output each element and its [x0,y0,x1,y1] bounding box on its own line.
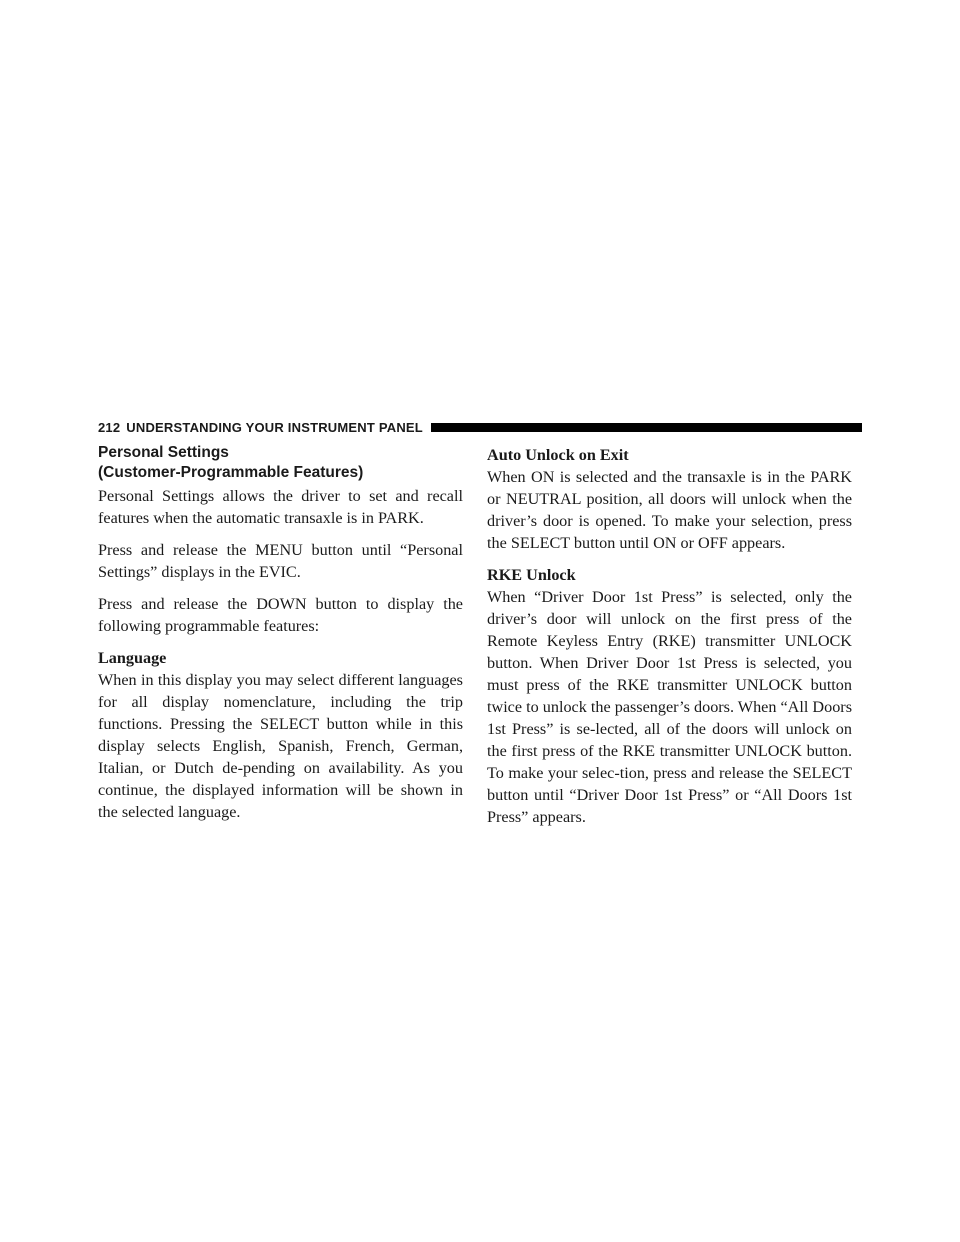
auto-unlock-paragraph: When ON is selected and the transaxle is in the PARK or NEUTRAL position, all doors will unlock when the driver’s door is opened. To make your selection, press the SELECT button until ON or OFF appears. [487,468,852,552]
language-heading: Language [98,649,167,667]
page-header [98,417,862,437]
personal-settings-heading [98,443,463,483]
heading-line-2: (Customer-Programmable Features) [98,464,364,481]
menu-paragraph: Press and release the MENU button until “Personal Settings” displays in the EVIC. [98,541,463,581]
auto-unlock-heading: Auto Unlock on Exit [487,446,629,464]
header-rule [431,423,862,432]
down-paragraph: Press and release the DOWN button to display the following programmable features: [98,595,463,635]
rke-unlock-heading: RKE Unlock [487,566,576,584]
left-column [98,443,463,833]
language-paragraph: When in this display you may select different languages for all display nomenclature, including the trip functions. Pressing the SELECT button while in this display selects English, Spanish, French, German, Italian, or Dutch de-pending on availability. As you continue, the displayed information will be shown in the selected language. [98,671,463,821]
intro-paragraph: Personal Settings allows the driver to set and recall features when the automatic transaxle is in PARK. [98,487,463,527]
heading-line-1: Personal Settings [98,444,229,461]
section-title: UNDERSTANDING YOUR INSTRUMENT PANEL [126,419,423,435]
page-number: 212 [98,419,121,435]
right-column [487,444,852,838]
rke-unlock-paragraph: When “Driver Door 1st Press” is selected, only the driver’s door will unlock on the first press of the Remote Keyless Entry (RKE) transmitter UNLOCK button. When Driver Door 1st Press is selected, you must press of the RKE transmitter UNLOCK button twice to unlock the passenger’s doors. When “All Doors 1st Press” is se-lected, all of the doors will unlock on the first press of the RKE transmitter UNLOCK button. To make your selec-tion, press and release the SELECT button until “Driver Door 1st Press” or “All Doors 1st Press” appears. [487,588,852,826]
